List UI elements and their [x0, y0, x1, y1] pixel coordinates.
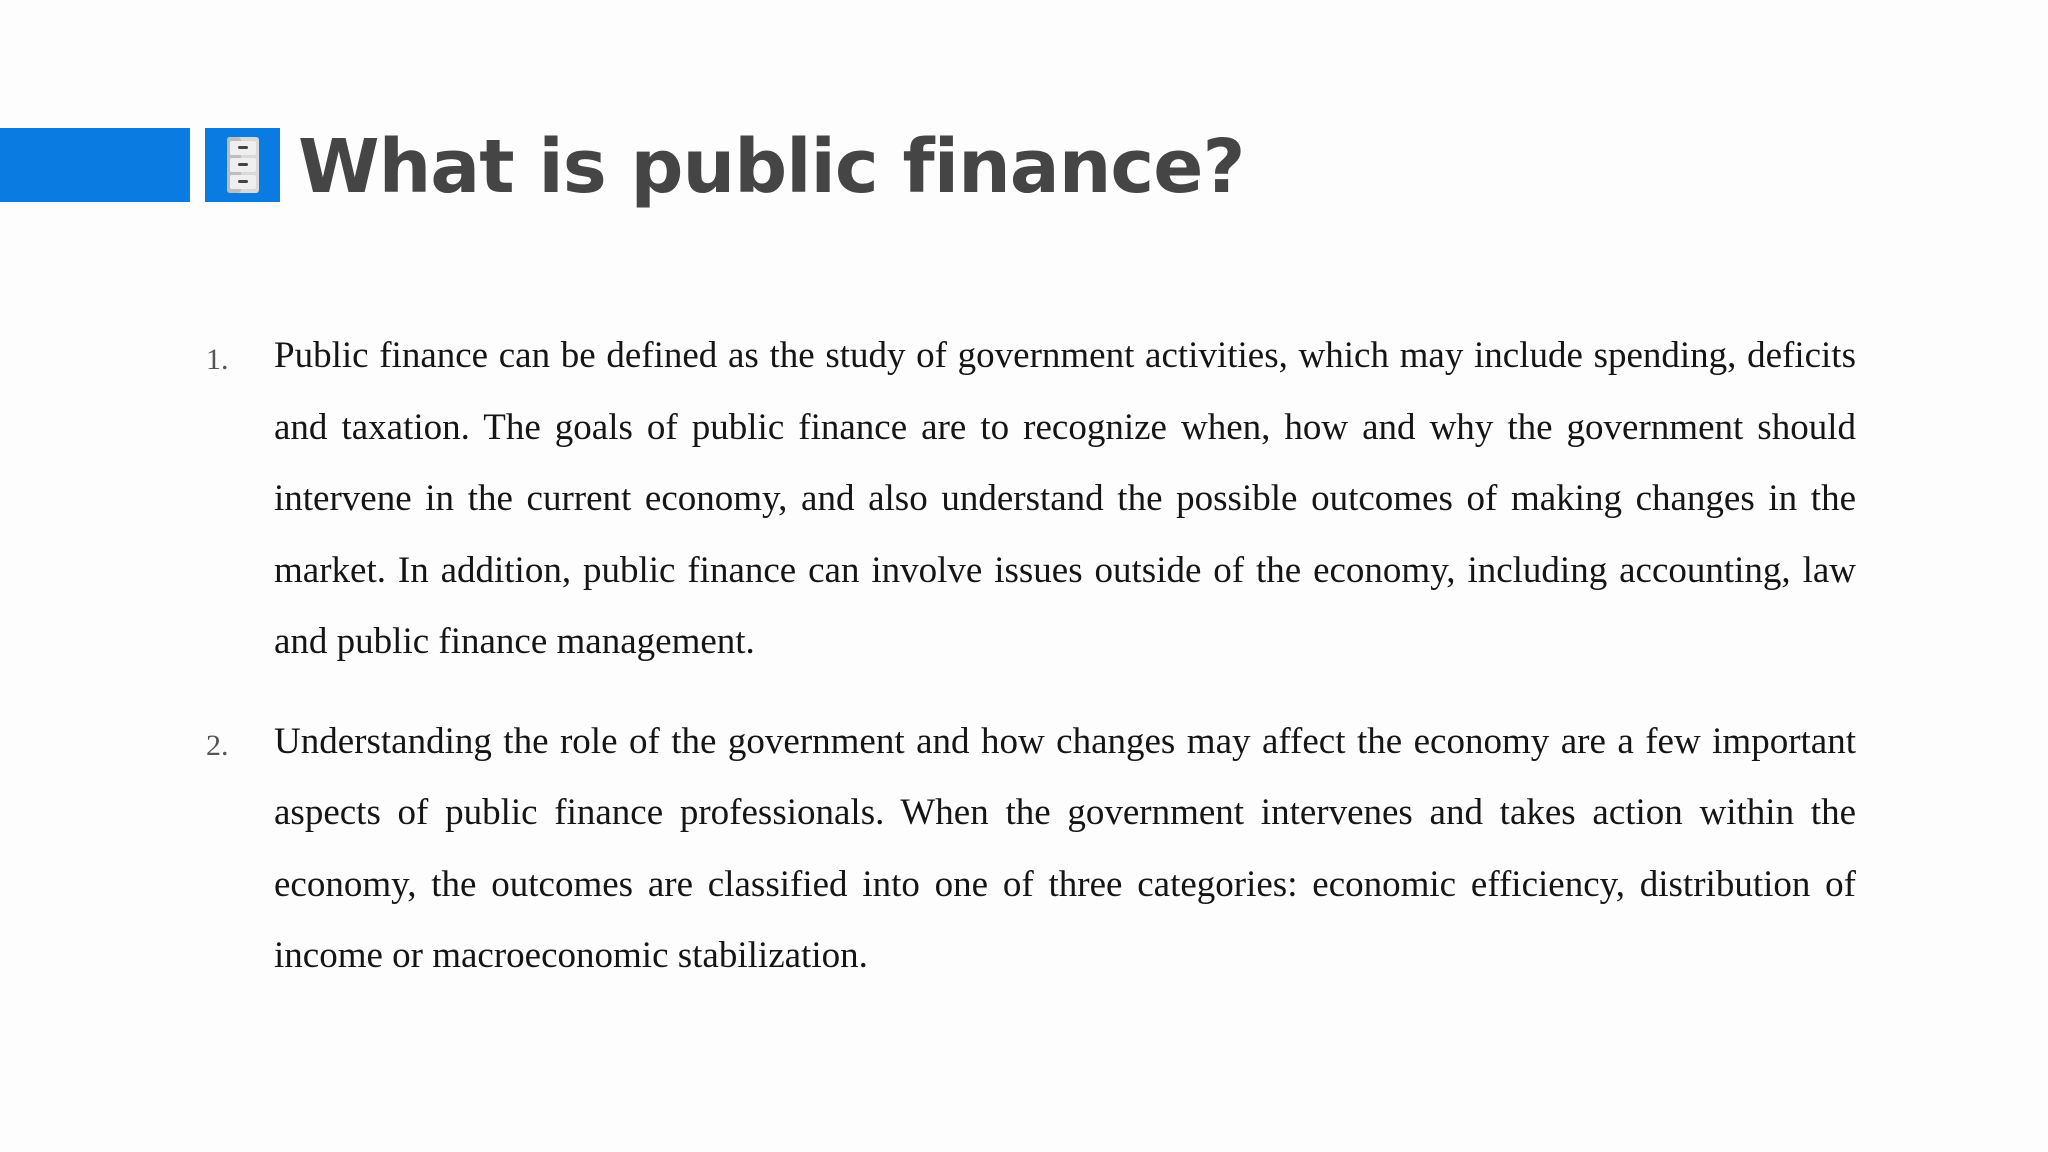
- list-item: [200, 706, 1856, 992]
- list-item: [200, 320, 1856, 678]
- filing-cabinet-icon: [205, 128, 280, 202]
- list-item-number: 2.: [206, 728, 229, 762]
- accent-bar: [0, 128, 190, 202]
- list-item-text: Public finance can be defined as the study of government activities, which may include spending, deficits and taxation. The goals of public finance are to recognize when, how and why the government should intervene in the current economy, and also understand the possible outcomes of making changes in the market. In addition, public finance can involve issues outside of the economy, including accounting, law and public finance management.: [274, 335, 1856, 662]
- numbered-list: [200, 320, 1856, 1020]
- list-item-text: Understanding the role of the government and how changes may affect the economy are a few important aspects of public finance professionals. When the government intervenes and takes action within the economy, the outcomes are classified into one of three categories: economic efficiency, distribution of income or macroeconomic stabilization.: [274, 720, 1856, 976]
- list-item-number: 1.: [206, 343, 229, 376]
- slide-title: What is public finance?: [298, 124, 1245, 210]
